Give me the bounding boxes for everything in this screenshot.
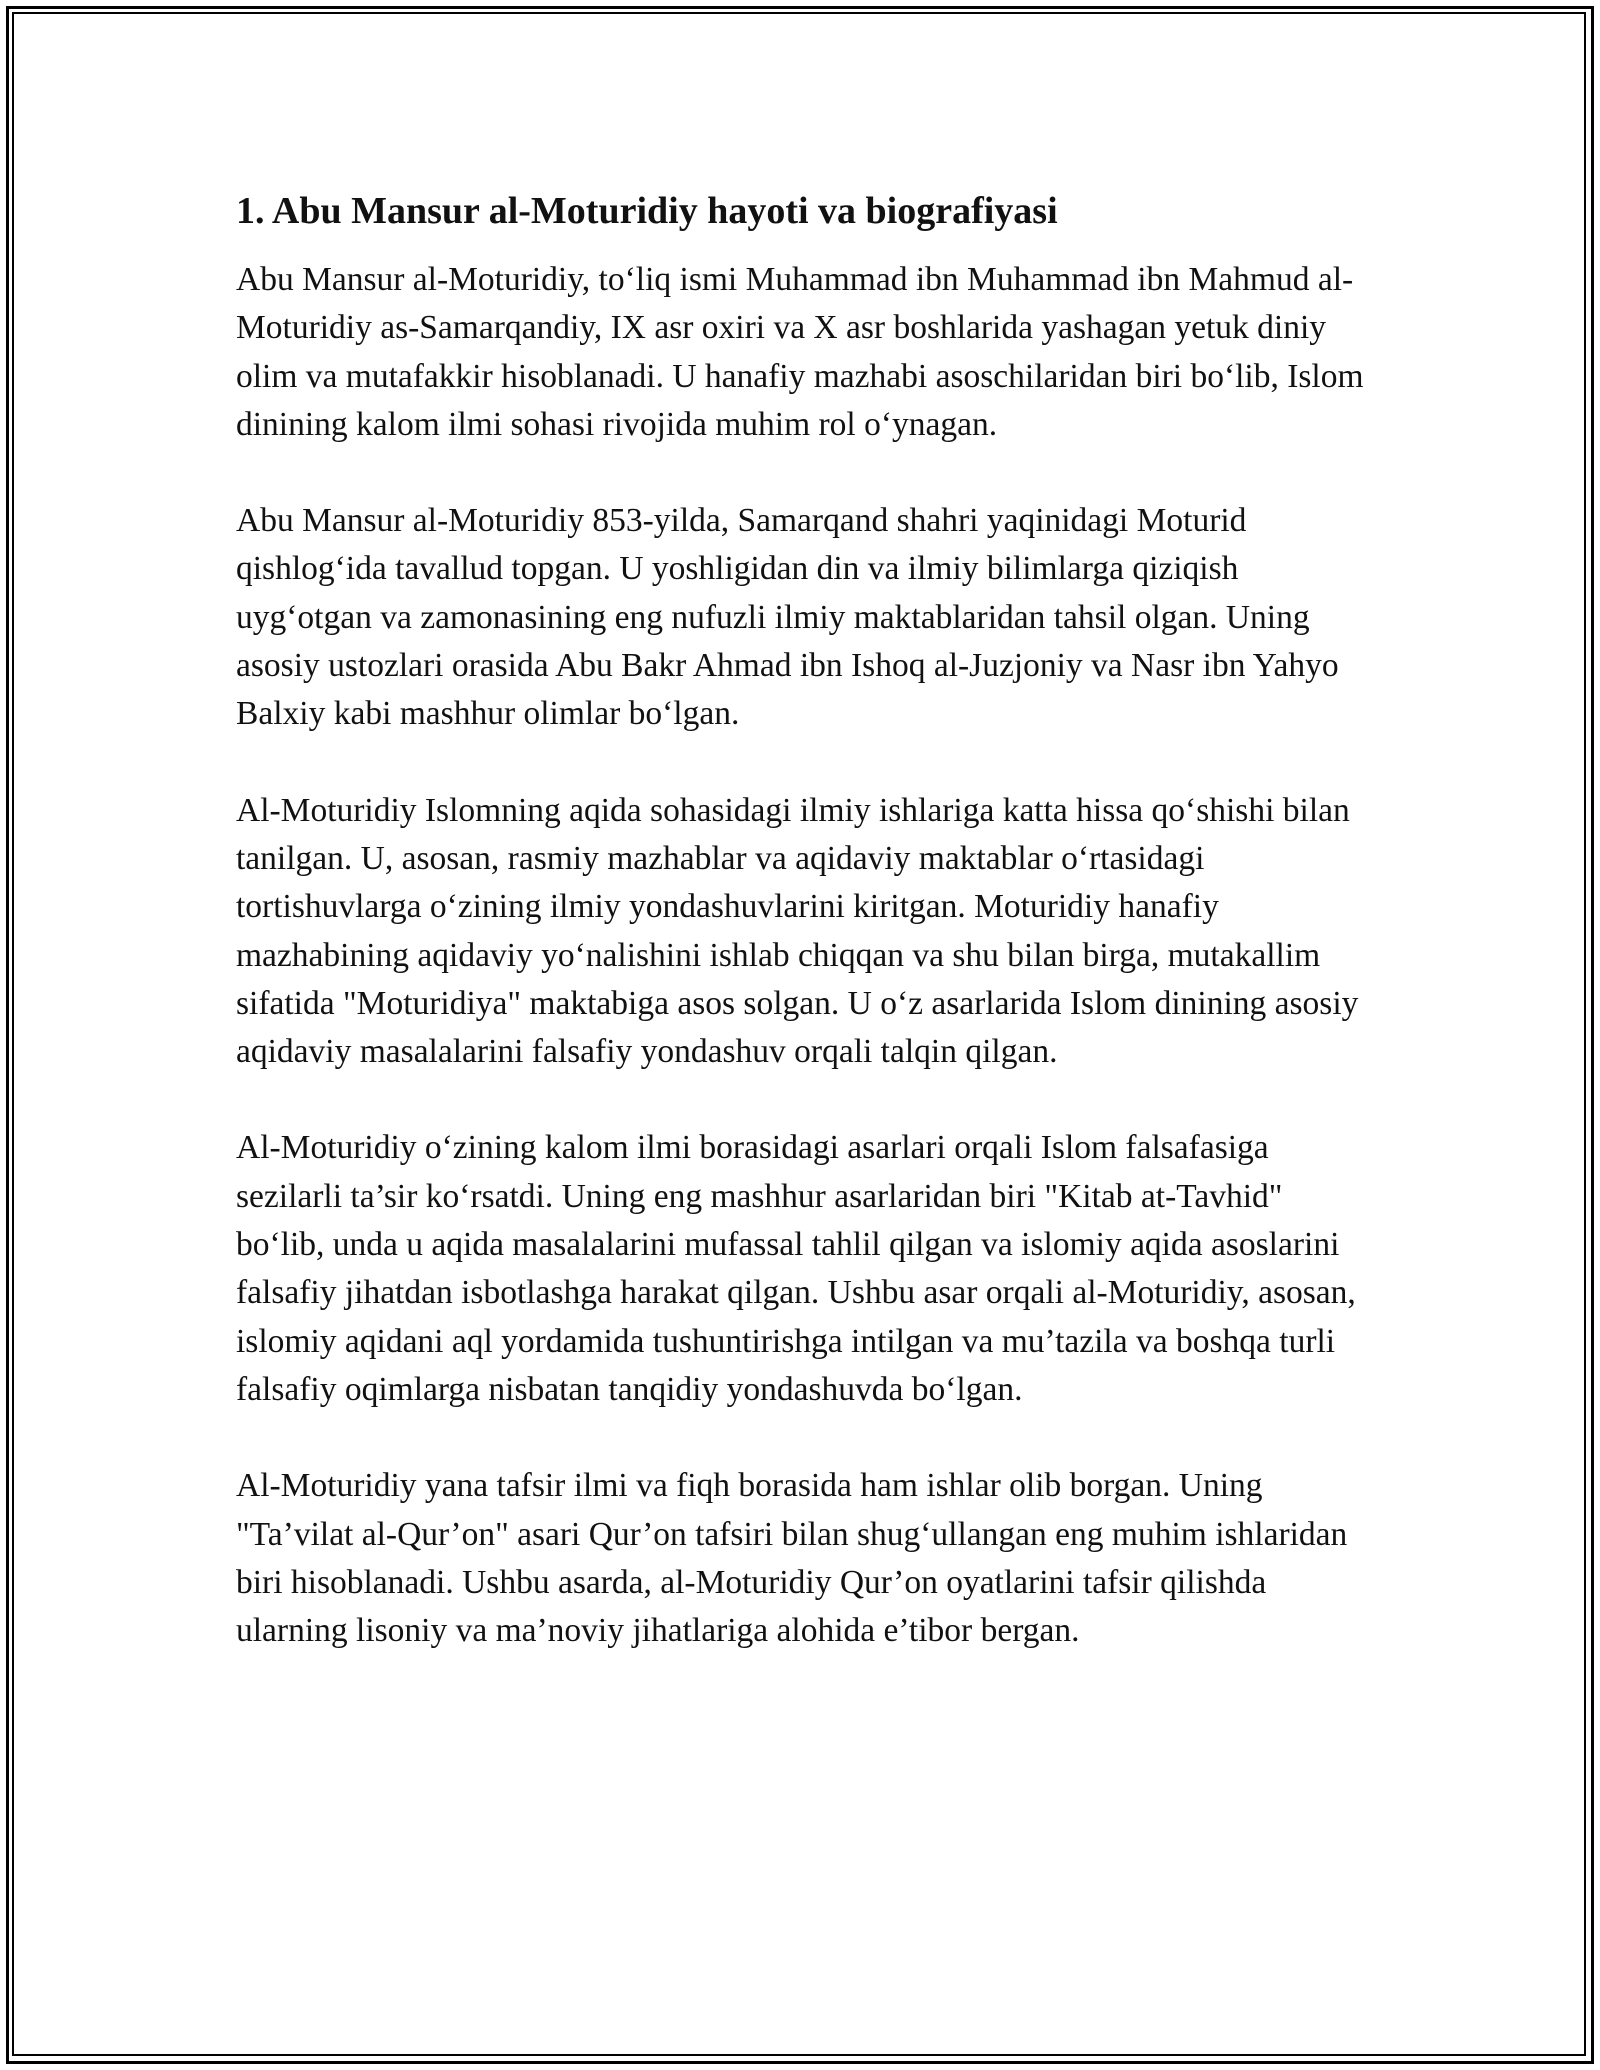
document-body [236, 186, 1376, 1703]
paragraph-2: Abu Mansur al-Moturidiy 853-yilda, Samarqand shahri yaqinidagi Moturid qishlog‘ida tavallud topgan. U yoshligidan din va ilmiy bilimlarga qiziqish uyg‘otgan va zamonasining eng nufuzli ilmiy maktablaridan tahsil olgan. Uning asosiy ustozlari orasida Abu Bakr Ahmad ibn Ishoq al-Juzjoniy va Nasr ibn Yahyo Balxiy kabi mashhur olimlar bo‘lgan. [236, 502, 1339, 733]
paragraph-3: Al-Moturidiy Islomning aqida sohasidagi ilmiy ishlariga katta hissa qo‘shishi bilan tanilgan. U, asosan, rasmiy mazhablar va aqidaviy maktablar o‘rtasidagi tortishuvlarga o‘zining ilmiy yondashuvlarini kiritgan. Moturidiy hanafiy mazhabining aqidaviy yo‘nalishini ishlab chiqqan va shu bilan birga, mutakallim sifatida "Moturidiya" maktabiga asos solgan. U o‘z asarlarida Islom dinining asosiy aqidaviy masalalarini falsafiy yondashuv orqali talqin qilgan. [236, 791, 1359, 1071]
paragraph-4: Al-Moturidiy o‘zining kalom ilmi borasidagi asarlari orqali Islom falsafasiga sezilarli ta’sir ko‘rsatdi. Uning eng mashhur asarlaridan biri "Kitab at-Tavhid" bo‘lib, unda u aqida masalalarini mufassal tahlil qilgan va islomiy aqida asoslarini falsafiy jihatdan isbotlashga harakat qilgan. Ushbu asar orqali al-Moturidiy, asosan, islomiy aqidani aql yordamida tushuntirishga intilgan va mu’tazila va boshqa turli falsafiy oqimlarga nisbatan tanqidiy yondashuvda bo‘lgan. [236, 1129, 1356, 1408]
section-title: 1. Abu Mansur al-Moturidiy hayoti va biografiyasi [236, 190, 1058, 232]
paragraph-5: Al-Moturidiy yana tafsir ilmi va fiqh borasida ham ishlar olib borgan. Uning "Ta’vilat al-Qur’on" asari Qur’on tafsiri bilan shug‘ullangan eng muhim ishlaridan biri hisoblanadi. Ushbu asarda, al-Moturidiy Qur’on oyatlarini tafsir qilishda ularning lisoniy va ma’noviy jihatlariga alohida e’tibor bergan. [236, 1467, 1348, 1650]
paragraph-1: Abu Mansur al-Moturidiy, to‘liq ismi Muhammad ibn Muhammad ibn Mahmud al-Moturidiy as-Samarqandiy, IX asr oxiri va X asr boshlarida yashagan yetuk diniy olim va mutafakkir hisoblanadi. U hanafiy mazhabi asoschilaridan biri bo‘lib, Islom dinining kalom ilmi sohasi rivojida muhim rol o‘ynagan. [236, 261, 1364, 443]
